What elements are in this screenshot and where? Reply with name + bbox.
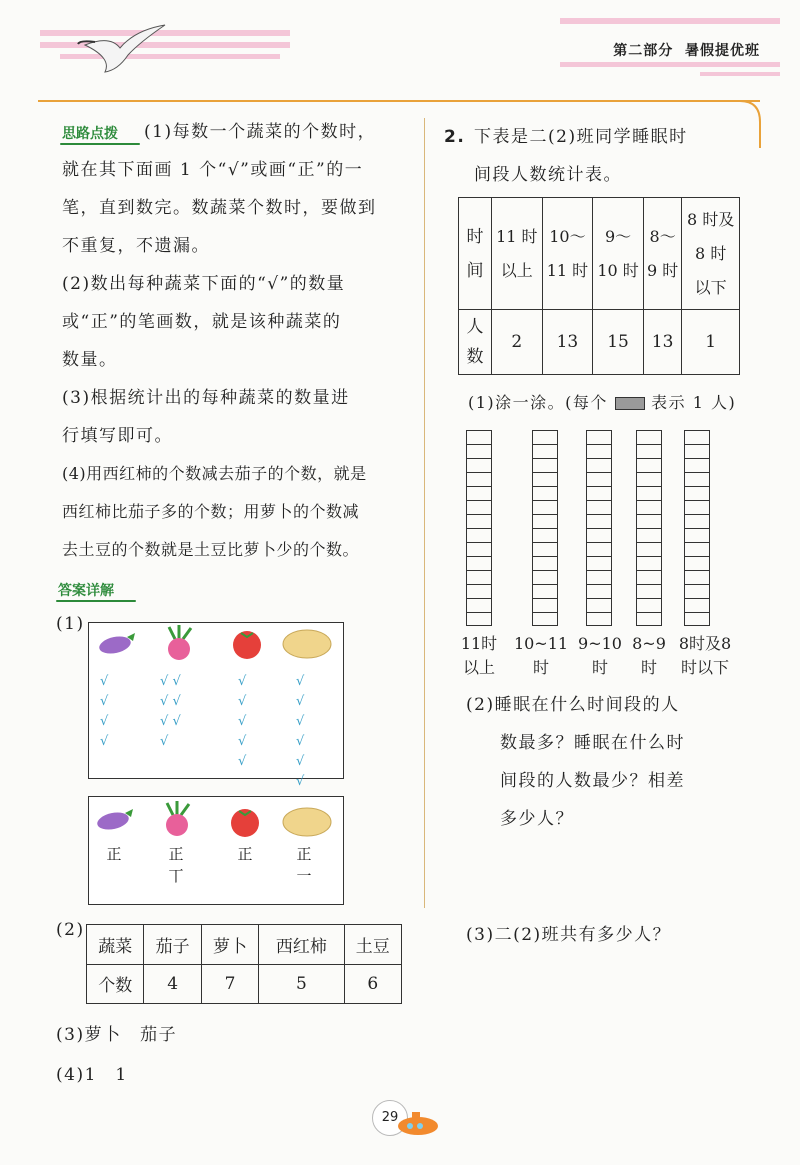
check-mark: √ bbox=[160, 714, 169, 729]
q1-instruction bbox=[468, 388, 736, 418]
bar-label bbox=[454, 632, 504, 680]
check-mark: √ bbox=[296, 754, 305, 769]
table-cell: 13 bbox=[643, 310, 682, 375]
bar-label-line: 时 bbox=[640, 658, 657, 677]
table-cell: 7 bbox=[201, 964, 258, 1004]
question-3: (3)二(2)班共有多少人？ bbox=[466, 925, 672, 945]
table-cell: 5 bbox=[259, 964, 344, 1004]
table-cell: 个数 bbox=[87, 964, 144, 1004]
table-row bbox=[459, 198, 740, 310]
check-columns bbox=[88, 622, 342, 789]
sleep-table bbox=[458, 197, 740, 375]
bar-label-line: 时 bbox=[591, 658, 608, 677]
thinking-line: 去土豆的个数就是土豆比萝卜少的个数。 bbox=[62, 540, 360, 559]
answer-1-label: (1) bbox=[56, 614, 85, 634]
question-number: 2. bbox=[444, 127, 466, 147]
tally-mark: 正 bbox=[168, 845, 184, 863]
bar-label-line: 9~10 bbox=[578, 634, 622, 653]
table-head-cell bbox=[459, 310, 492, 375]
table-cell bbox=[542, 198, 593, 310]
answer-3: (3)萝卜 茄子 bbox=[56, 1025, 178, 1045]
bar-column[interactable] bbox=[684, 430, 710, 626]
bar-column[interactable] bbox=[532, 430, 558, 626]
thinking-line: 不重复，不遗漏。 bbox=[62, 236, 210, 256]
check-mark: √ bbox=[100, 734, 109, 749]
thinking-line: 就在其下面画 1 个“√”或画“正”的一 bbox=[62, 160, 364, 180]
question-line: 多少人？ bbox=[500, 809, 574, 829]
eggplant-icon bbox=[95, 805, 135, 833]
cell-line: 8 时 bbox=[695, 243, 727, 263]
check-mark: √ bbox=[296, 714, 305, 729]
table-cell bbox=[643, 198, 682, 310]
thinking-line: 或“正”的笔画数，就是该种蔬菜的 bbox=[62, 312, 342, 332]
cell-line: 以下 bbox=[694, 277, 727, 297]
thinking-line: 笔，直到数完。数蔬菜个数时，要做到 bbox=[62, 198, 377, 218]
bar-label-line: 11时 bbox=[460, 634, 498, 653]
q1-text: (1)涂一涂。(每个 bbox=[468, 393, 608, 412]
question-2 bbox=[466, 686, 766, 838]
cell-line: 人 bbox=[466, 317, 484, 337]
check-mark: √ bbox=[172, 694, 181, 709]
thinking-text bbox=[62, 113, 422, 569]
bar-column[interactable] bbox=[586, 430, 612, 626]
cell-line: 9 时 bbox=[646, 260, 679, 280]
check-mark: √ bbox=[160, 674, 169, 689]
tally-mark: 正 bbox=[237, 845, 253, 863]
cell-line: 以上 bbox=[500, 260, 533, 280]
vegetable-table bbox=[86, 924, 402, 1004]
cell-line: 10～ bbox=[549, 226, 586, 246]
cell-line: 数 bbox=[466, 347, 484, 367]
table-cell: 6 bbox=[344, 964, 401, 1004]
bar-label bbox=[670, 632, 740, 680]
question-line: 下表是二(2)班同学睡眠时 bbox=[474, 127, 688, 147]
cell-line: 8～ bbox=[649, 226, 676, 246]
table-cell: 4 bbox=[144, 964, 201, 1004]
thinking-line: 数量。 bbox=[62, 350, 118, 370]
potato-icon bbox=[281, 805, 333, 839]
thinking-line: 行填写即可。 bbox=[62, 426, 173, 446]
question-line: 间段人数统计表。 bbox=[474, 165, 622, 185]
bar-label-line: 时以下 bbox=[680, 658, 729, 677]
table-row bbox=[87, 964, 402, 1004]
check-col-potato bbox=[296, 672, 304, 792]
cell-line: 11 时 bbox=[496, 226, 538, 246]
tally-mark: 丅 bbox=[168, 867, 184, 885]
question-line: (2)睡眠在什么时间段的人 bbox=[466, 695, 680, 715]
header-title: 第二部分 暑假提优班 bbox=[613, 43, 760, 59]
cell-line: 11 时 bbox=[546, 260, 589, 280]
radish-icon bbox=[159, 801, 195, 839]
check-mark: √ bbox=[238, 694, 247, 709]
thinking-line: (4)用西红柿的个数减去茄子的个数，就是 bbox=[62, 464, 367, 483]
answer-tag: 答案详解 bbox=[58, 583, 114, 599]
table-cell: 1 bbox=[682, 310, 740, 375]
table-cell: 15 bbox=[593, 310, 644, 375]
bar-label-line: 10~11 bbox=[513, 634, 569, 653]
header-rule bbox=[38, 100, 760, 102]
check-mark: √ bbox=[100, 714, 109, 729]
table-cell: 土豆 bbox=[344, 925, 401, 965]
bar-label-line: 以上 bbox=[462, 658, 495, 677]
bar-column[interactable] bbox=[636, 430, 662, 626]
thinking-line: (2)数出每种蔬菜下面的“√”的数量 bbox=[62, 274, 346, 294]
table-head-cell bbox=[459, 198, 492, 310]
table-cell: 茄子 bbox=[144, 925, 201, 965]
cell-line: 时 bbox=[466, 226, 484, 247]
check-mark: √ bbox=[296, 734, 305, 749]
check-mark: √ bbox=[296, 694, 305, 709]
bar-label bbox=[572, 632, 628, 680]
answer-4: (4)1 1 bbox=[56, 1065, 128, 1085]
q1-text: 表示 1 人) bbox=[651, 393, 737, 412]
check-mark: √ bbox=[160, 694, 169, 709]
check-mark: √ bbox=[100, 674, 109, 689]
question-line: 数最多？睡眠在什么时 bbox=[500, 733, 685, 753]
bar-label-line: 时 bbox=[532, 658, 549, 677]
check-mark: √ bbox=[100, 694, 109, 709]
table-cell bbox=[593, 198, 644, 310]
check-col-radish bbox=[160, 672, 181, 752]
tally-mark: 一 bbox=[296, 867, 312, 885]
tomato-icon bbox=[227, 805, 263, 839]
tally-tomato bbox=[230, 843, 260, 865]
legend-swatch bbox=[615, 397, 645, 410]
table-row bbox=[459, 310, 740, 375]
check-col-eggplant bbox=[100, 672, 108, 752]
check-mark: √ bbox=[238, 734, 247, 749]
check-mark: √ bbox=[296, 674, 305, 689]
check-mark: √ bbox=[296, 774, 305, 789]
table-cell: 西红柿 bbox=[259, 925, 344, 965]
tally-box bbox=[88, 796, 344, 905]
thinking-line: (1)每数一个蔬菜的个数时， bbox=[144, 122, 377, 142]
check-col-tomato bbox=[238, 672, 246, 772]
table-cell bbox=[682, 198, 740, 310]
page-number: 29 bbox=[372, 1100, 408, 1136]
tally-eggplant bbox=[99, 843, 129, 865]
column-divider bbox=[424, 118, 425, 908]
cell-line: 8 时及 bbox=[687, 209, 735, 229]
check-mark: √ bbox=[238, 714, 247, 729]
tally-radish bbox=[161, 843, 191, 887]
cell-line: 间 bbox=[466, 260, 484, 281]
thinking-line: (3)根据统计出的每种蔬菜的数量进 bbox=[62, 388, 350, 408]
submarine-icon bbox=[394, 1108, 442, 1138]
answer-tag-underline bbox=[56, 600, 136, 602]
table-cell: 13 bbox=[542, 310, 593, 375]
bar-label bbox=[511, 632, 571, 680]
check-mark: √ bbox=[172, 714, 181, 729]
tally-mark: 正 bbox=[296, 845, 312, 863]
question-line: 间段的人数最少？相差 bbox=[500, 771, 685, 791]
bar-label bbox=[624, 632, 674, 680]
thinking-tag: 思路点拨 bbox=[62, 126, 118, 142]
tally-potato bbox=[289, 843, 319, 887]
check-mark: √ bbox=[238, 754, 247, 769]
table-cell: 蔬菜 bbox=[87, 925, 144, 965]
table-cell: 2 bbox=[492, 310, 543, 375]
cell-line: 9～ bbox=[604, 226, 632, 246]
answer-2-label: (2) bbox=[56, 920, 85, 940]
check-mark: √ bbox=[238, 674, 247, 689]
bar-column[interactable] bbox=[466, 430, 492, 626]
question-text bbox=[474, 118, 774, 194]
thinking-line: 西红柿比茄子多的个数；用萝卜的个数减 bbox=[62, 502, 360, 521]
cell-line: 10 时 bbox=[597, 260, 639, 280]
table-row bbox=[87, 925, 402, 965]
tally-mark: 正 bbox=[106, 845, 122, 863]
bar-label-line: 8~9 bbox=[632, 634, 666, 653]
table-cell bbox=[492, 198, 543, 310]
check-mark: √ bbox=[160, 734, 169, 749]
table-cell: 萝卜 bbox=[201, 925, 258, 965]
bar-label-line: 8时及8 bbox=[678, 634, 732, 653]
check-mark: √ bbox=[172, 674, 181, 689]
